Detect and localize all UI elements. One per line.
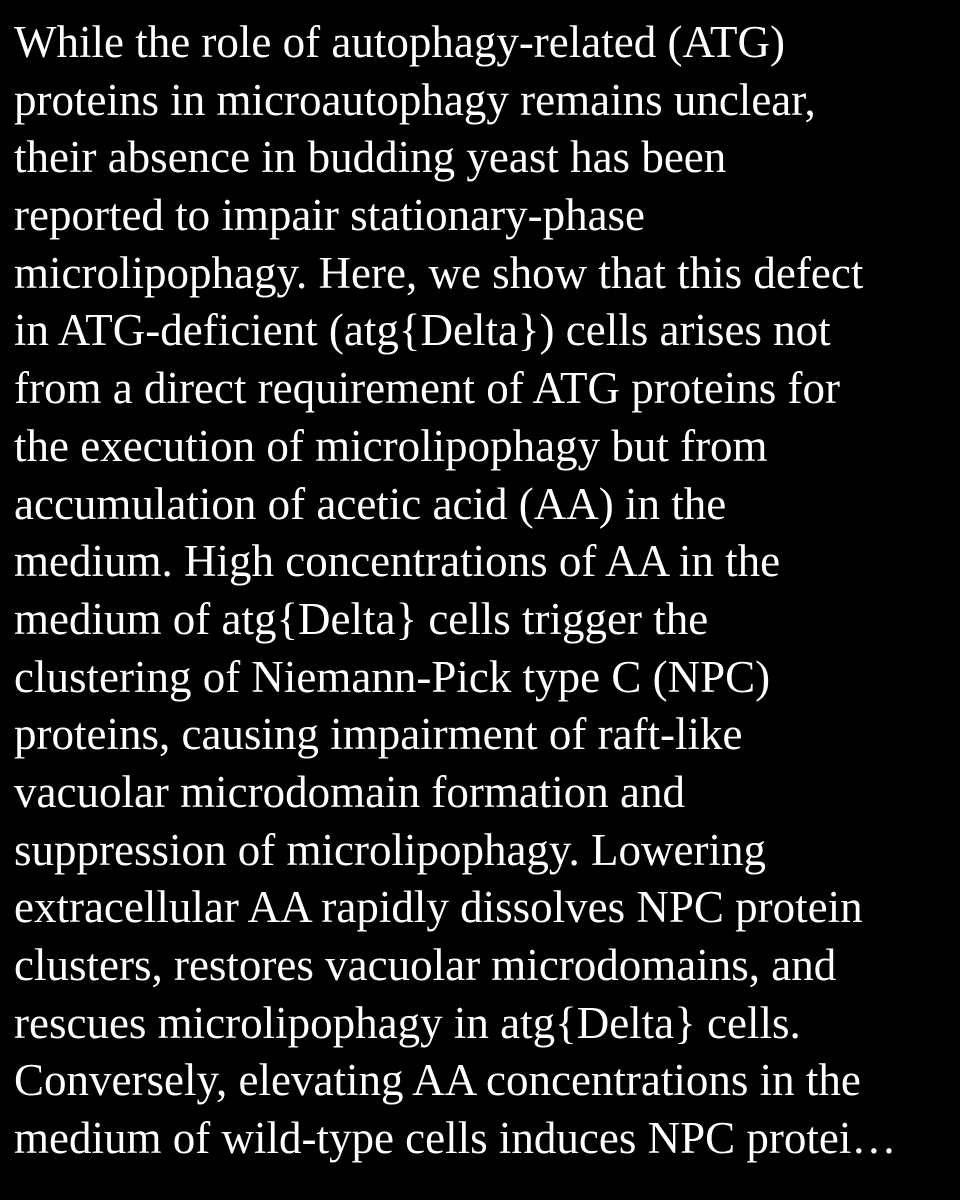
text-line-19: Conversely, elevating AA concentrations in the <box>14 1055 861 1106</box>
text-line-11: medium of atg{Delta} cells trigger the <box>14 593 709 644</box>
text-line-20: medium of wild-type cells induces NPC protei… <box>14 1113 897 1164</box>
text-line-3: their absence in budding yeast has been <box>14 132 727 183</box>
text-line-12: clustering of Niemann-Pick type C (NPC) <box>14 651 771 702</box>
text-line-1: While the role of autophagy-related (ATG) <box>14 17 785 67</box>
text-line-4: reported to impair stationary-phase <box>14 190 646 241</box>
text-line-5: microlipophagy. Here, we show that this defect <box>14 247 864 298</box>
text-line-14: vacuolar microdomain formation and <box>14 766 686 817</box>
text-line-2: proteins in microautophagy remains unclear, <box>14 74 816 125</box>
abstract-text <box>14 14 954 1168</box>
text-line-16: extracellular AA rapidly dissolves NPC protein <box>14 882 863 933</box>
text-line-17: clusters, restores vacuolar microdomains, and <box>14 940 837 990</box>
text-line-9: accumulation of acetic acid (AA) in the <box>14 478 727 529</box>
text-line-15: suppression of microlipophagy. Lowering <box>14 824 766 875</box>
text-line-6: in ATG-deficient (atg{Delta}) cells arises not <box>14 305 831 356</box>
text-line-18: rescues microlipophagy in atg{Delta} cells. <box>14 997 801 1048</box>
text-line-10: medium. High concentrations of AA in the <box>14 536 781 587</box>
text-line-8: the execution of microlipophagy but from <box>14 420 768 471</box>
text-line-13: proteins, causing impairment of raft-like <box>14 709 743 760</box>
text-line-7: from a direct requirement of ATG proteins for <box>14 363 840 414</box>
